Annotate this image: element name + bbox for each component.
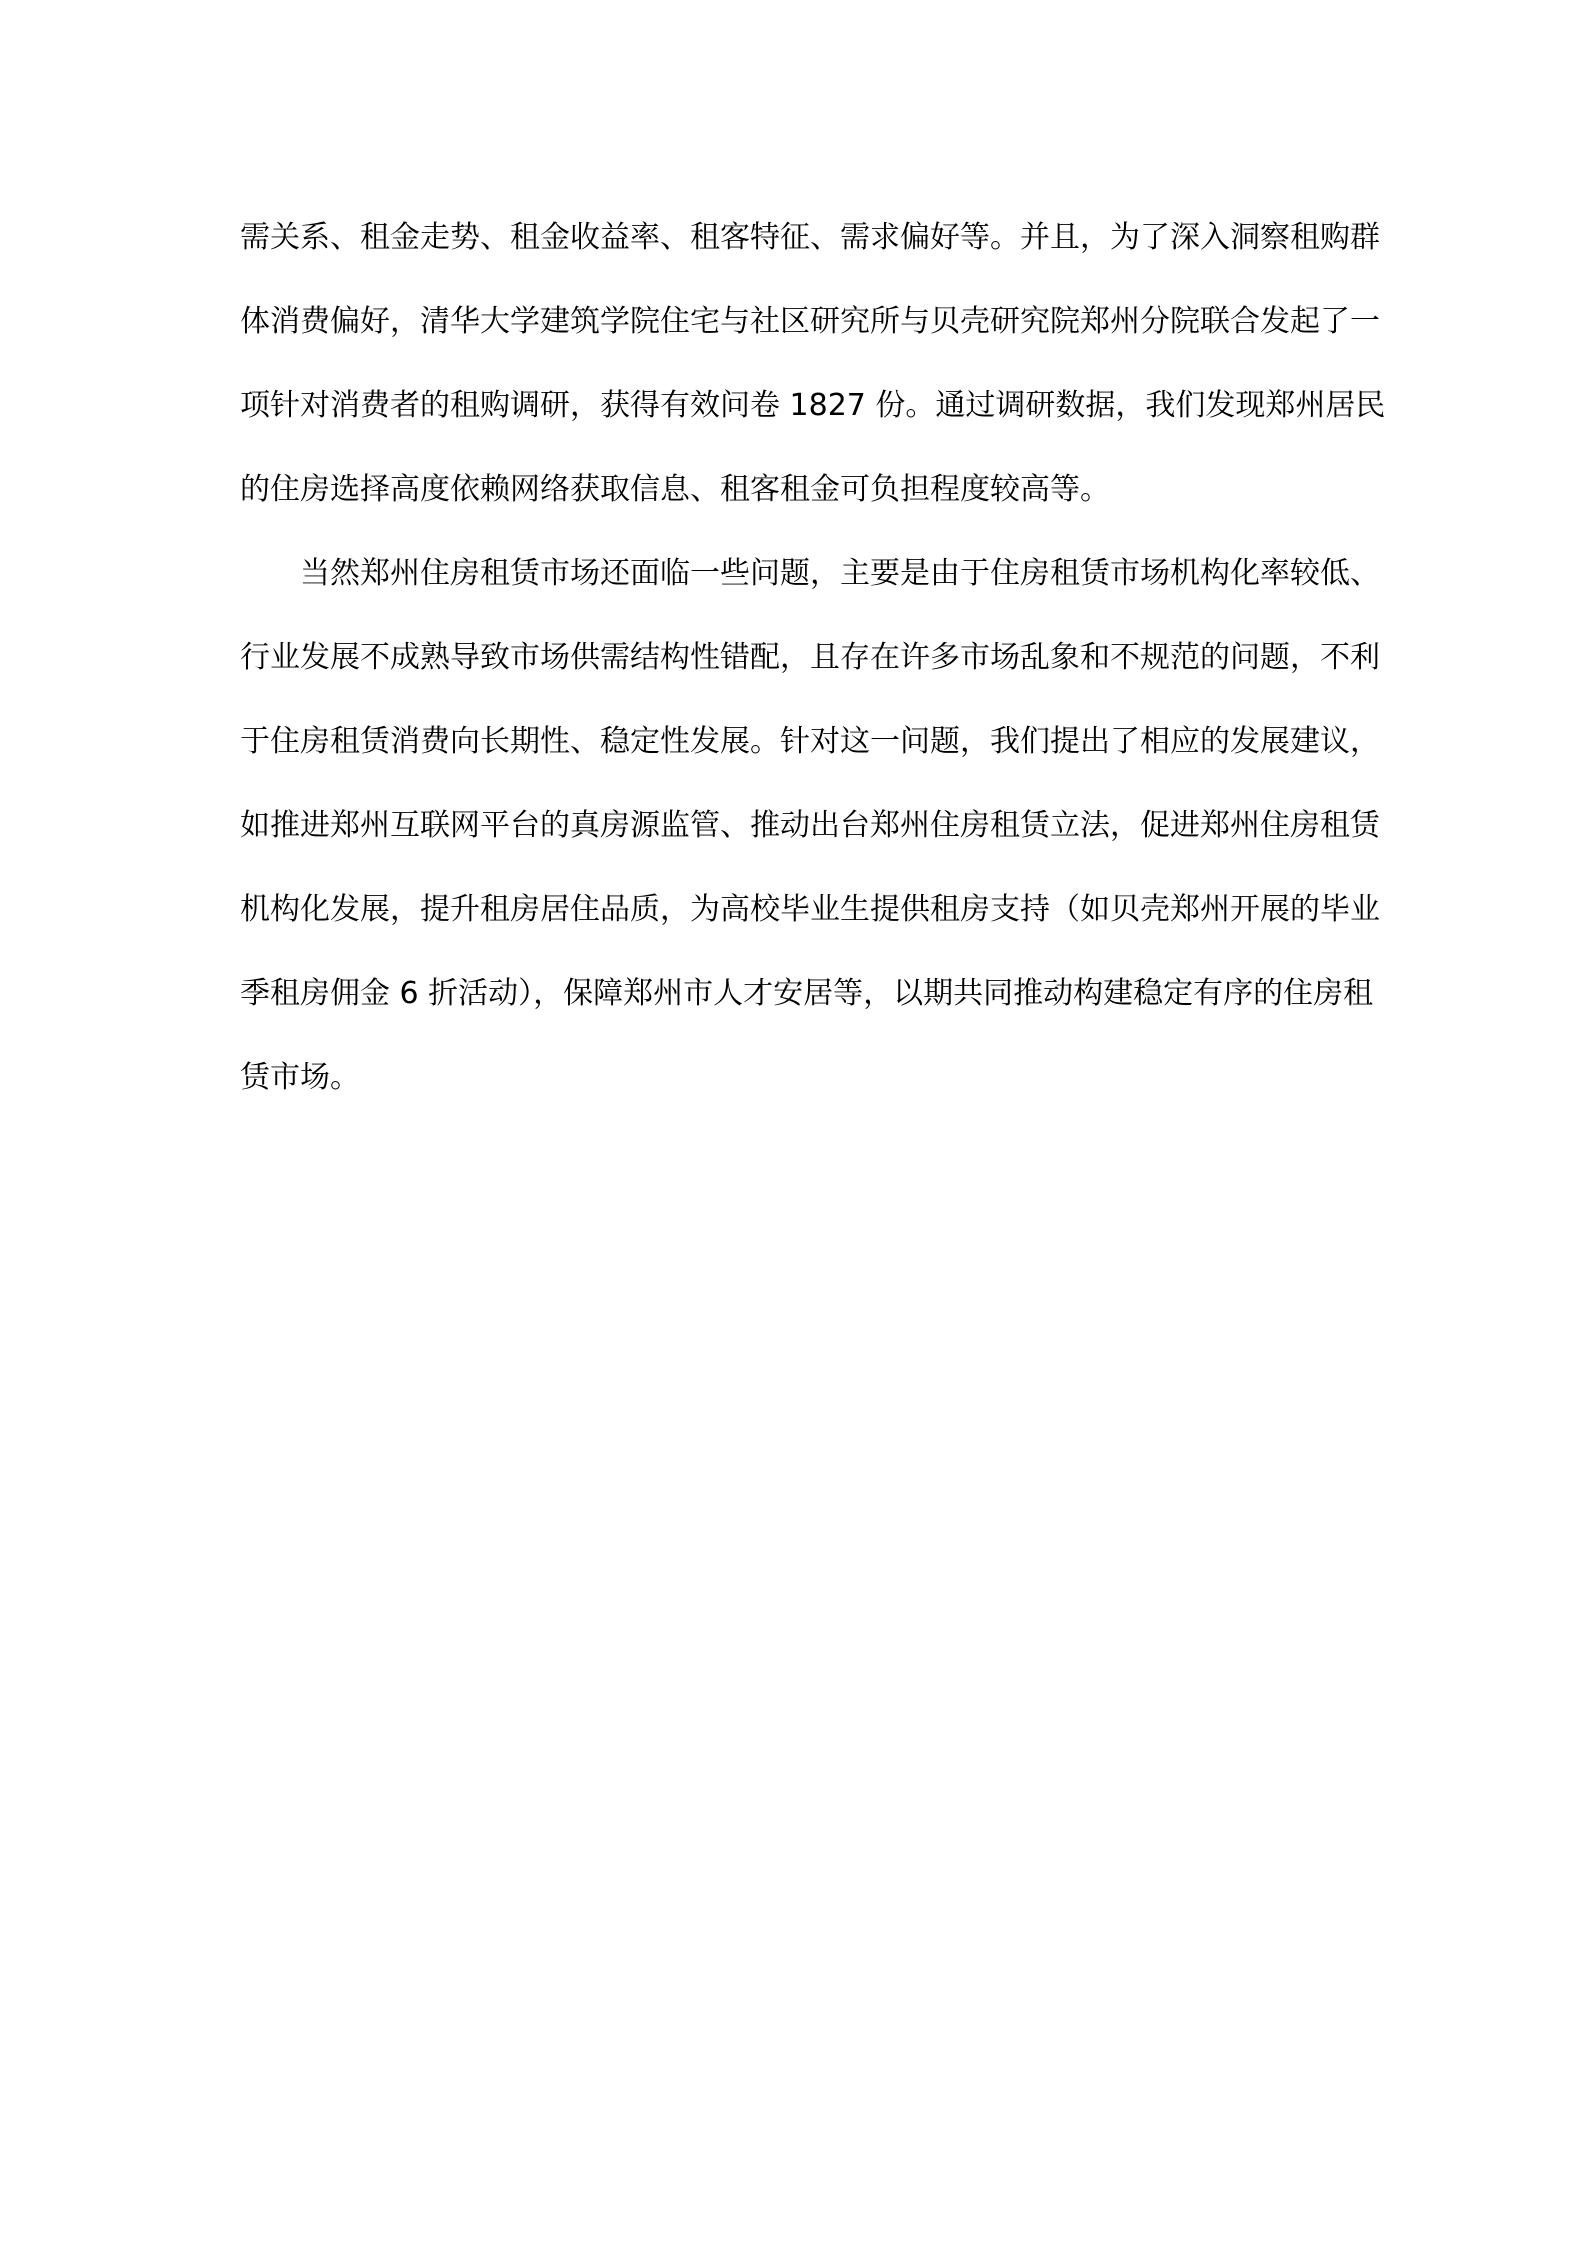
paragraph-line: 体消费偏好，清华大学建筑学院住宅与社区研究所与贝壳研究院郑州分院联合发起了一 [240, 304, 1380, 339]
paragraph-line: 于住房租赁消费向长期性、稳定性发展。针对这一问题，我们提出了相应的发展建议， [240, 724, 1380, 759]
paragraph-1 [240, 196, 1386, 532]
paragraph-line: 行业发展不成熟导致市场供需结构性错配，且存在许多市场乱象和不规范的问题，不利 [240, 640, 1380, 675]
paragraph-line: 需关系、租金走势、租金收益率、租客特征、需求偏好等。并且，为了深入洞察租购群 [240, 220, 1380, 255]
paragraph-2 [240, 532, 1380, 1120]
paragraph-line: 机构化发展，提升租房居住品质，为高校毕业生提供租房支持（如贝壳郑州开展的毕业 [240, 892, 1380, 927]
paragraph-line: 赁市场。 [240, 1060, 360, 1095]
paragraph-line: 季租房佣金 6 折活动），保障郑州市人才安居等，以期共同推动构建稳定有序的住房租 [240, 976, 1374, 1011]
document-body [240, 196, 1386, 1120]
paragraph-line: 当然郑州住房租赁市场还面临一些问题，主要是由于住房租赁市场机构化率较低、 [300, 556, 1380, 591]
paragraph-line: 如推进郑州互联网平台的真房源监管、推动出台郑州住房租赁立法，促进郑州住房租赁 [240, 808, 1380, 843]
paragraph-line: 的住房选择高度依赖网络获取信息、租客租金可负担程度较高等。 [240, 472, 1110, 507]
paragraph-line: 项针对消费者的租购调研，获得有效问卷 1827 份。通过调研数据，我们发现郑州居民 [240, 388, 1386, 423]
